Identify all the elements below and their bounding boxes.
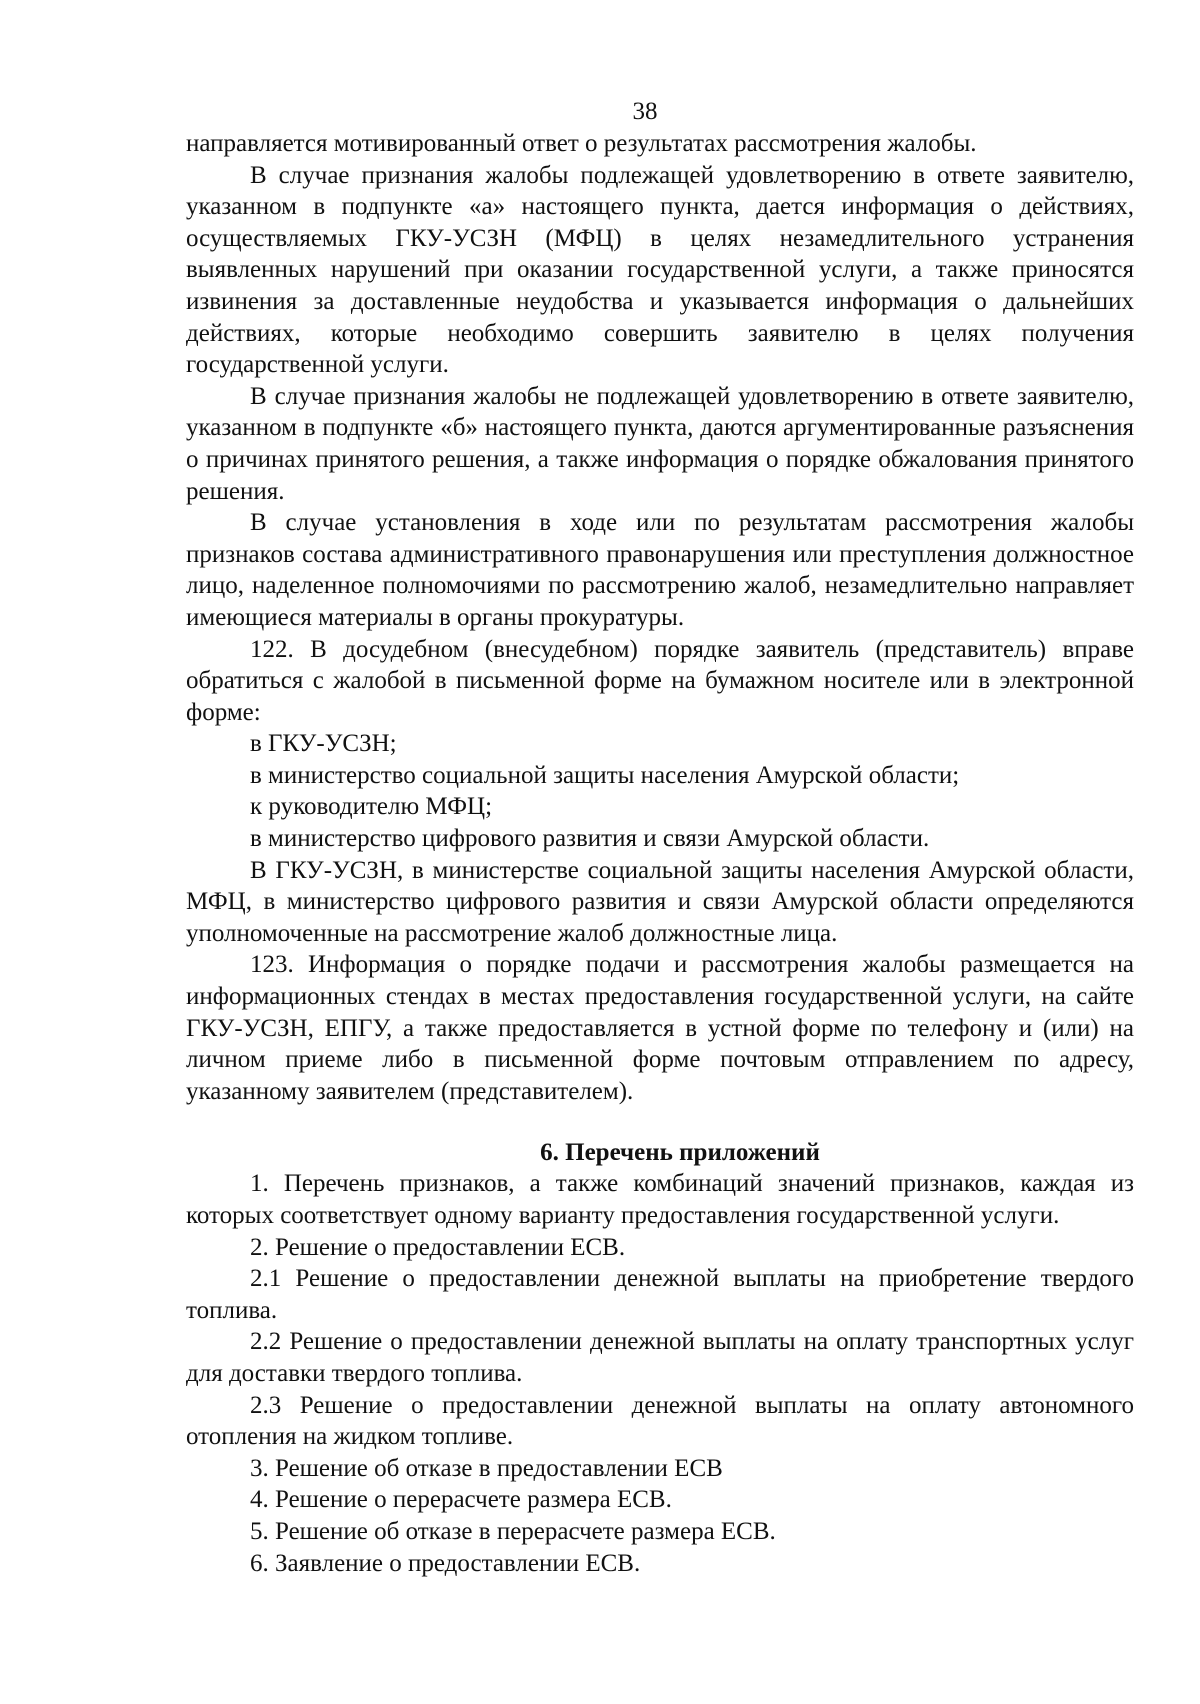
appendix-item: 1. Перечень признаков, а также комбинаций значений признаков, каждая из которых соответствует одному варианту предоставления государственной услуги. xyxy=(186,1170,1134,1229)
appendix-item: 2.3 Решение о предоставлении денежной выплаты на оплату автономного отопления на жидком топливе. xyxy=(186,1391,1134,1451)
appendix-item: 2.2 Решение о предоставлении денежной выплаты на оплату транспортных услуг для доставки твердого топлива. xyxy=(186,1328,1134,1387)
appendix-item: 3. Решение об отказе в предоставлении ЕСВ xyxy=(250,1454,723,1482)
list-item-gku-uszn: в ГКУ-УСЗН; xyxy=(250,730,397,758)
list-item-ministry-digital: в министерство цифрового развития и связи Амурской области. xyxy=(250,825,930,853)
section-title: 6. Перечень приложений xyxy=(540,1139,820,1167)
list-item-ministry-social: в министерство социальной защиты населения Амурской области; xyxy=(250,761,960,789)
list-item-mfc-head: к руководителю МФЦ; xyxy=(250,793,493,821)
page-number: 38 xyxy=(632,98,658,125)
appendix-item: 5. Решение об отказе в перерасчете размера ЕСВ. xyxy=(250,1517,776,1545)
paragraph-123: 123. Информация о порядке подачи и рассмотрения жалобы размещается на информационных стендах в местах предоставления государственной услуги, на сайте ГКУ-УСЗН, ЕПГУ, а также предоставляется в устной форме по телефону и (или) на личном приеме либо в письменной форме почтовым отправлением по адресу, указанному заявителем (представителем). xyxy=(186,951,1134,1105)
paragraph-complaint-rejected: В случае признания жалобы не подлежащей удовлетворению в ответе заявителю, указанном в подпункте «б» настоящего пункта, даются аргументированные разъяснения о причинах принятого решения, а также информация о порядке обжалования принятого решения. xyxy=(186,382,1134,505)
appendix-item: 6. Заявление о предоставлении ЕСВ. xyxy=(250,1549,641,1577)
paragraph-offense-detected: В случае установления в ходе или по результатам рассмотрения жалобы признаков состава административного правонарушения или преступления должностное лицо, наделенное полномочиями по рассмотрению жалоб, незамедлительно направляет имеющиеся материалы в органы прокуратуры. xyxy=(186,509,1134,631)
paragraph-continued: направляется мотивированный ответ о результатах рассмотрения жалобы. xyxy=(186,130,977,157)
appendix-item: 2.1 Решение о предоставлении денежной выплаты на приобретение твердого топлива. xyxy=(186,1265,1134,1324)
paragraph-122: 122. В досудебном (внесудебном) порядке заявитель (представитель) вправе обратиться с жалобой в письменной форме на бумажном носителе или в электронной форме: xyxy=(186,635,1134,726)
appendix-item: 2. Решение о предоставлении ЕСВ. xyxy=(250,1233,626,1261)
paragraph-complaint-satisfied: В случае признания жалобы подлежащей удовлетворению в ответе заявителю, указанном в подпункте «а» настоящего пункта, дается информация о действиях, осуществляемых ГКУ-УСЗН (МФЦ) в целях незамедлительного устранения выявленных нарушений при оказании государственной услуги, а также приносятся извинения за доставленные неудобства и указывается информация о дальнейших действиях, которые необходимо совершить заявителю в целях получения государственной услуги. xyxy=(186,161,1134,379)
appendix-item: 4. Решение о перерасчете размера ЕСВ. xyxy=(250,1486,672,1514)
paragraph-authorized-officials: В ГКУ-УСЗН, в министерстве социальной защиты населения Амурской области, МФЦ, в министерство цифрового развития и связи Амурской области определяются уполномоченные на рассмотрение жалоб должностные лица. xyxy=(186,856,1134,947)
